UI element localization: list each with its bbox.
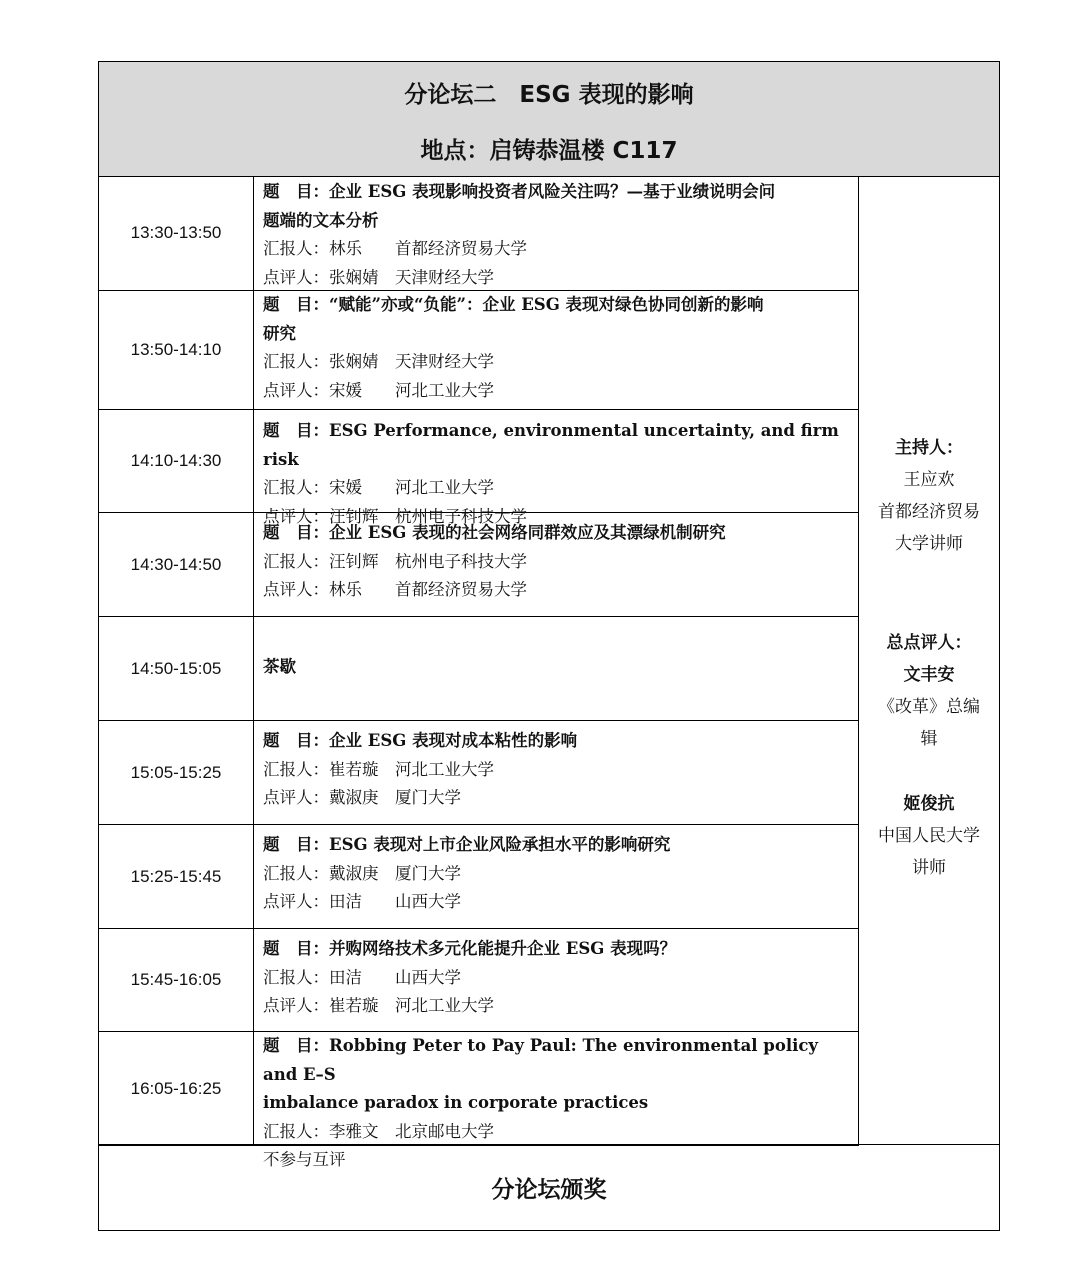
session-title: 题 目：ESG Performance, environmental uncertainty, and firm risk — [263, 421, 839, 469]
session-content — [263, 653, 850, 682]
session-reviewer: 点评人：田洁 山西大学 — [263, 892, 461, 911]
award-label: 分论坛颁奖 — [491, 1177, 607, 1203]
session-title: 题 目：企业 ESG 表现对成本粘性的影响 — [263, 731, 578, 750]
session-time: 15:05-15:25 — [99, 721, 254, 824]
session-title: 题 目：“赋能”亦或“负能”：企业 ESG 表现对绿色协同创新的影响 — [263, 295, 764, 314]
session-reviewer: 点评人：戴淑庚 厦门大学 — [263, 788, 461, 807]
session-time: 15:25-15:45 — [99, 825, 254, 928]
session-reviewer: 点评人：张娴婧 天津财经大学 — [263, 267, 494, 287]
session-time: 16:05-16:25 — [99, 1032, 254, 1145]
session-reviewer: 点评人：汪钊辉 杭州电子科技大学 — [263, 506, 527, 526]
session-title-cont: 题端的文本分析 — [263, 210, 379, 230]
session-content — [263, 727, 850, 813]
session-presenter: 汇报人：崔若璇 河北工业大学 — [263, 759, 494, 779]
session-title: 题 目：并购网络技术多元化能提升企业 ESG 表现吗？ — [263, 939, 677, 958]
session-content — [263, 291, 850, 405]
award-row — [99, 1144, 999, 1230]
host-name: 王应欢 — [903, 470, 955, 490]
schedule-table — [98, 61, 1000, 1231]
session-reviewer: 不参与互评 — [263, 1150, 346, 1169]
forum-title: 分论坛二 ESG 表现的影响 — [404, 82, 694, 108]
host-title: 首都经济贸易 — [878, 502, 980, 522]
session-presenter: 汇报人：田洁 山西大学 — [263, 967, 461, 987]
session-presenter: 汇报人：李雅文 北京邮电大学 — [263, 1121, 494, 1141]
session-time: 15:45-16:05 — [99, 929, 254, 1031]
session-time: 14:50-15:05 — [99, 617, 254, 720]
session-title-cont: imbalance paradox in corporate practices — [263, 1093, 649, 1112]
session-content — [263, 831, 850, 917]
session-time: 13:30-13:50 — [99, 176, 254, 290]
session-reviewer: 点评人：林乐 首都经济贸易大学 — [263, 580, 527, 599]
host-block — [859, 432, 999, 560]
table-row — [99, 617, 858, 721]
session-presenter: 汇报人：汪钊辉 杭州电子科技大学 — [263, 551, 527, 571]
table-row — [99, 410, 858, 526]
reviewer1-name: 文丰安 — [903, 665, 955, 685]
reviewer2-block — [859, 788, 999, 884]
table-row — [99, 176, 858, 291]
host-title-cont: 大学讲师 — [895, 534, 963, 554]
session-time: 14:30-14:50 — [99, 513, 254, 616]
session-presenter: 汇报人：宋媛 河北工业大学 — [263, 478, 494, 497]
session-reviewer: 点评人：宋媛 河北工业大学 — [263, 380, 494, 400]
session-title: 题 目：企业 ESG 表现的社会网络同群效应及其漂绿机制研究 — [263, 523, 726, 542]
session-presenter: 汇报人：戴淑庚 厦门大学 — [263, 863, 461, 883]
reviewer-label: 总点评人： — [886, 633, 972, 653]
table-row — [99, 291, 858, 410]
table-row — [99, 721, 858, 825]
session-title: 题 目：企业 ESG 表现影响投资者风险关注吗？—基于业绩说明会问 — [263, 182, 776, 201]
table-row — [99, 929, 858, 1032]
table-header — [99, 62, 999, 177]
session-title: 题 目：ESG 表现对上市企业风险承担水平的影响研究 — [263, 835, 671, 854]
table-row — [99, 513, 858, 617]
session-reviewer: 点评人：崔若璇 河北工业大学 — [263, 996, 494, 1015]
session-time: 13:50-14:10 — [99, 291, 254, 409]
host-column — [858, 176, 999, 1146]
reviewer-block — [859, 627, 999, 755]
session-time: 14:10-14:30 — [99, 410, 254, 512]
reviewer2-title-cont: 讲师 — [912, 858, 946, 878]
session-content — [263, 935, 850, 1021]
session-presenter: 汇报人：张娴婧 天津财经大学 — [263, 352, 494, 371]
session-title-cont: 研究 — [263, 323, 296, 343]
host-label: 主持人： — [895, 438, 963, 458]
break-label: 茶歇 — [263, 657, 296, 676]
reviewer1-title: 《改革》总编 — [878, 697, 980, 717]
forum-location: 地点：启铸恭温楼 C117 — [420, 138, 678, 164]
session-presenter: 汇报人：林乐 首都经济贸易大学 — [263, 239, 527, 258]
table-row — [99, 825, 858, 929]
reviewer1-title-cont: 辑 — [920, 729, 938, 749]
reviewer2-name: 姬俊抗 — [903, 794, 955, 814]
session-content — [263, 178, 850, 292]
session-title: 题 目：Robbing Peter to Pay Paul: The environmental policy and E–S — [263, 1036, 819, 1084]
reviewer2-title: 中国人民大学 — [878, 826, 980, 846]
table-row — [99, 1032, 858, 1169]
session-content — [263, 519, 850, 605]
